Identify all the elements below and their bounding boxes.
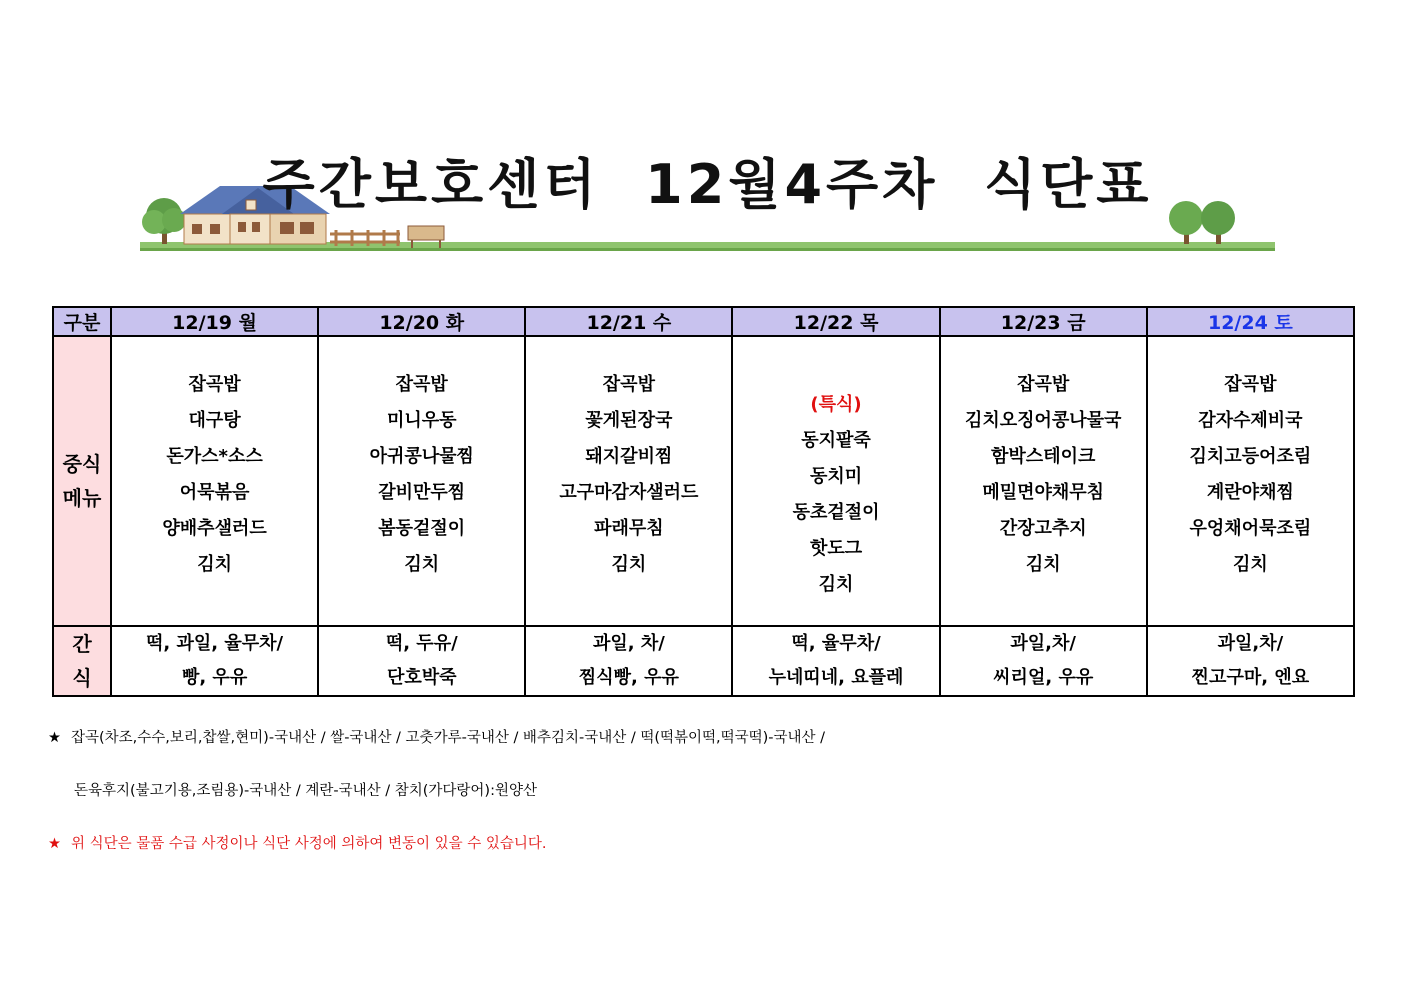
menu-item: 잡곡밥: [602, 374, 655, 395]
menu-item: 돼지갈비찜: [585, 446, 673, 467]
snack-label: [53, 626, 111, 696]
snack-item: 과일, 차/: [592, 633, 665, 654]
origin-text: 잡곡(차조,수수,보리,찹쌀,현미)-국내산 / 쌀-국내산 / 고춧가루-국내산 / 배추김치-국내산 / 떡(떡볶이떡,떡국떡)-국내산 /: [71, 730, 826, 746]
menu-item: 미니우동: [386, 410, 457, 431]
menu-item: 갈비만두찜: [378, 482, 466, 503]
menu-item: 김치: [197, 554, 232, 575]
menu-item: 파래무침: [594, 518, 664, 539]
day-header: 12/23 금: [940, 307, 1147, 336]
menu-item: 김치: [818, 574, 854, 595]
menu-item: 대구탕: [188, 410, 241, 431]
menu-item: 동지팥죽: [801, 430, 871, 451]
menu-item: 김치: [1233, 554, 1268, 575]
lunch-label-line: 중식: [62, 452, 102, 476]
title-banner: [140, 130, 1275, 260]
lunch-label-line: 메뉴: [62, 486, 102, 510]
origin-text: 돈육후지(불고기용,조림용)-국내산 / 계란-국내산 / 참치(가다랑어):원양산: [74, 783, 537, 799]
disclaimer-note: [48, 832, 547, 853]
menu-item: 잡곡밥: [395, 374, 448, 395]
menu-item: 우엉채어묵조림: [1189, 518, 1312, 539]
page-title: 주간보호센터 12월4주차 식단표: [262, 153, 1153, 216]
menu-item: 김치: [1025, 554, 1061, 575]
snack-cell: [111, 626, 318, 696]
lunch-cell: [940, 336, 1147, 626]
snack-label-line: 간: [72, 632, 92, 656]
menu-item: 계란야채찜: [1206, 482, 1294, 503]
snack-cell: [940, 626, 1147, 696]
origin-note-line-1: [48, 726, 825, 747]
menu-item: 고구마감자샐러드: [559, 482, 699, 503]
snack-cell: [1147, 626, 1354, 696]
day-header: 12/22 목: [732, 307, 939, 336]
weekly-menu-table: [52, 306, 1355, 697]
menu-item: 아귀콩나물찜: [369, 446, 474, 467]
snack-item: 씨리얼, 우유: [993, 667, 1094, 688]
menu-item: 잡곡밥: [1017, 374, 1070, 395]
snack-cell: [525, 626, 732, 696]
snack-item: 과일,차/: [1010, 633, 1076, 654]
day-header: 12/21 수: [525, 307, 732, 336]
menu-item: 김치: [611, 554, 647, 575]
day-header: 12/19 월: [111, 307, 318, 336]
lunch-label: [53, 336, 111, 626]
snack-cell: [318, 626, 525, 696]
disclaimer-text: 위 식단은 물품 수급 사정이나 식단 사정에 의하여 변동이 있을 수 있습니다.: [71, 836, 547, 852]
menu-item: 간장고추지: [999, 518, 1087, 539]
snack-item: 누네띠네, 요플레: [768, 667, 904, 688]
snack-item: 빵, 우유: [181, 667, 248, 688]
menu-item: 동치미: [809, 466, 863, 487]
menu-item: 꽃게된장국: [585, 410, 673, 431]
lunch-cell: [1147, 336, 1354, 626]
menu-item: 메밀면야채무침: [982, 482, 1105, 503]
menu-item: 감자수제비국: [1198, 410, 1303, 431]
lunch-cell: [111, 336, 318, 626]
category-header: 구분: [53, 307, 111, 336]
snack-label-line: 식: [72, 666, 92, 690]
menu-item: 김치오징어콩나물국: [964, 410, 1122, 431]
snack-row: [53, 626, 1354, 696]
snack-item: 찐고구마, 엔요: [1191, 667, 1310, 688]
menu-item: 돈가스*소스: [166, 446, 263, 467]
lunch-row: [53, 336, 1354, 626]
lunch-cell: [525, 336, 732, 626]
menu-item: 김치고등어조림: [1189, 446, 1312, 467]
snack-item: 떡, 율무차/: [791, 633, 881, 654]
day-header: 12/20 화: [318, 307, 525, 336]
snack-item: 떡, 과일, 율무차/: [146, 633, 284, 654]
menu-item: 어묵볶음: [179, 482, 250, 503]
special-meal-label: (특식): [810, 394, 862, 415]
menu-item: 잡곡밥: [1224, 374, 1277, 395]
menu-item: 김치: [404, 554, 440, 575]
star-icon: ★: [48, 836, 61, 852]
snack-item: 과일,차/: [1217, 633, 1284, 654]
star-icon: ★: [48, 730, 61, 746]
menu-item: 봄동겉절이: [378, 518, 466, 539]
snack-cell: [732, 626, 939, 696]
lunch-cell: [318, 336, 525, 626]
menu-item: 양배추샐러드: [162, 518, 267, 539]
lunch-cell-special: [732, 336, 939, 626]
origin-note-line-2: [74, 779, 537, 800]
menu-item: 함박스테이크: [991, 446, 1096, 467]
snack-item: 떡, 두유/: [385, 633, 458, 654]
menu-item: 핫도그: [809, 538, 863, 559]
day-header-saturday: 12/24 토: [1147, 307, 1354, 336]
snack-item: 단호박죽: [386, 667, 457, 688]
header-row: [53, 307, 1354, 336]
snack-item: 찜식빵, 우유: [578, 667, 679, 688]
menu-item: 잡곡밥: [188, 374, 241, 395]
menu-item: 동초겉절이: [792, 502, 880, 523]
